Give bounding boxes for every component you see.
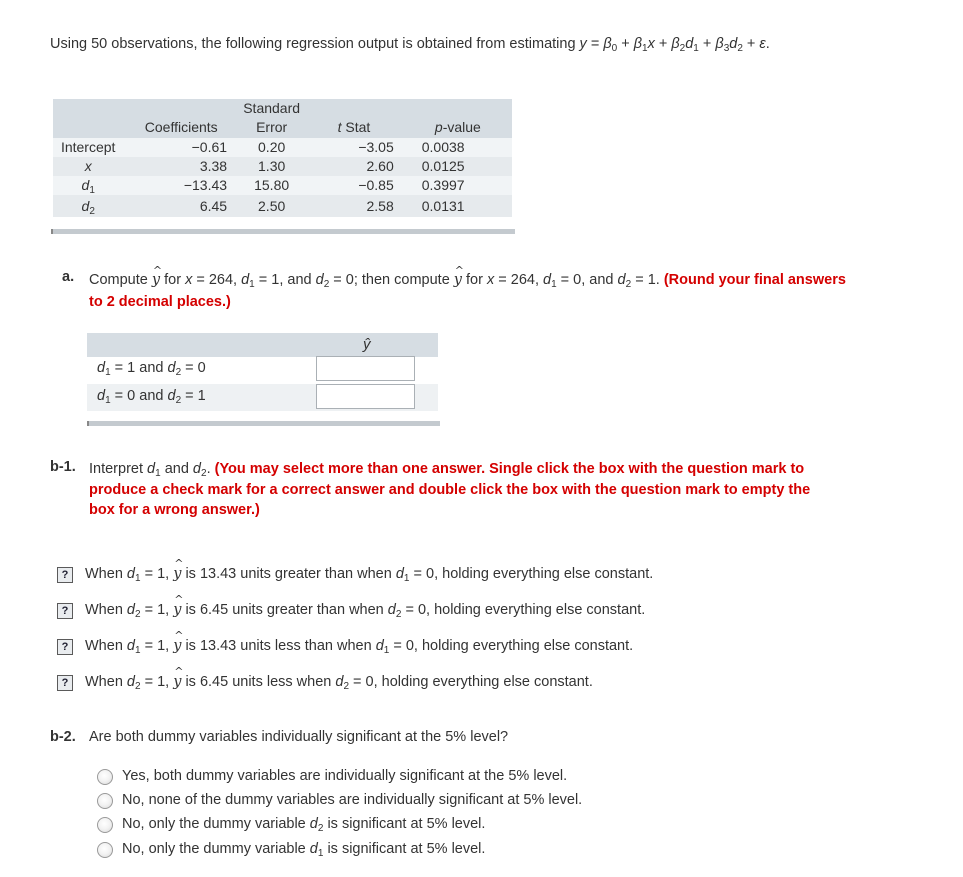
table-row: x 3.38 1.30 2.60 0.0125 [53,157,512,176]
header-p-value: p-value [434,119,481,135]
answer-table-header [87,333,438,357]
part-b2-label: b-2. [50,729,76,745]
radio-button[interactable] [97,817,113,833]
part-b1-label: b-1. [50,459,76,475]
part-b1-question: Interpret $d_1$ and $d_2$. (You may select more than one answer. Single click the box with the question mark to produce a check mark for a correct answer and double click the box with the question mark to empty the box for a wrong answer.) [89,461,811,518]
answer-input-1[interactable] [316,356,415,381]
radio-button[interactable] [97,769,113,785]
table-header-row [53,99,512,138]
part-b1-instruction: (You may select more than one answer. Single click the box with the question mark to produce a check mark for a correct answer and double click the box with the question mark to empty the box for a wrong answer.) [89,461,811,518]
question-mark-checkbox[interactable]: ? [57,603,73,619]
yhat-column-header: ŷ [363,336,371,353]
answer-row-1-label: $d_1 = 1$ and $d_2 = 0$ [97,360,206,378]
part-a-label: a. [62,269,75,285]
part-b2-question: Are both dummy variables individually significant at the 5% level? [89,729,509,745]
regression-table [53,99,512,217]
header-t-stat: t Stat [337,119,371,135]
part-a-question: Compute ^ y for x = 264, $d_1 = 1$, and $d_2 = 0$; then compute ^ y for x = 264, $d_1 = 0$, and $d_2 = 1$. (Round your final answers to 2 decimal places.) [89,269,849,313]
table-footer-bar [51,229,515,234]
radio-button[interactable] [97,793,113,809]
answer-input-2[interactable] [316,384,415,409]
question-mark-checkbox[interactable]: ? [57,639,73,655]
intro-text: Using 50 observations, the following regression output is obtained from estimating $y = \beta_0 + \beta_1x + \beta_2d_1 + \beta_3d_2 + \varepsilon$. [50,36,770,54]
answer-row-1 [87,356,438,383]
answer-table-footer-bar [87,421,440,426]
table-row: $d_1$ −13.43 15.80 −0.85 0.3997 [53,176,512,195]
part-a-instruction: (Round your final answers to 2 decimal places.) [89,272,846,310]
table-row: Intercept −0.61 0.20 −3.05 0.0038 [53,138,512,157]
answer-row-2 [87,384,438,411]
header-standard-error: Standard Error [243,100,301,135]
question-mark-checkbox[interactable]: ? [57,567,73,583]
header-coefficients: Coefficients [144,119,218,135]
question-mark-checkbox[interactable]: ? [57,675,73,691]
radio-button[interactable] [97,842,113,858]
table-row: $d_2$ 6.45 2.50 2.58 0.0131 [53,195,512,217]
answer-row-2-label: $d_1 = 0$ and $d_2 = 1$ [97,388,206,406]
